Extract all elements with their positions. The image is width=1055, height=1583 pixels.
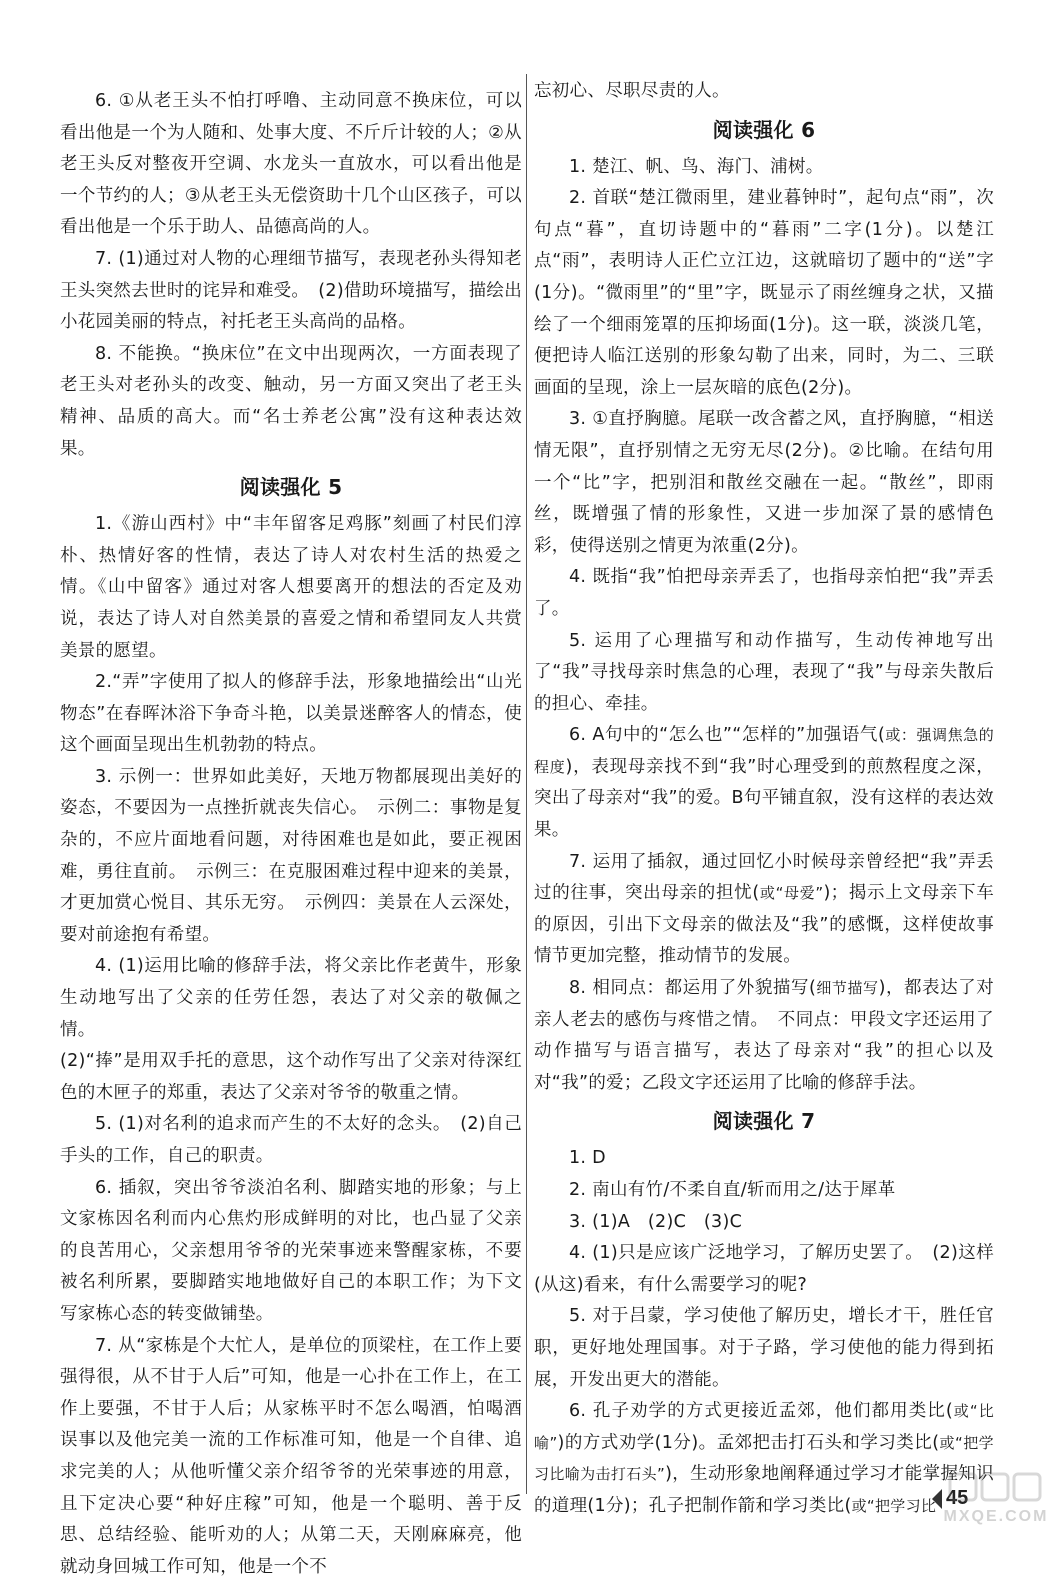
answer-5-4b: (2)“捧”是用双手托的意思，这个动作写出了父亲对待深红色的木匣子的郑重，表达了父亲对爷爷的敬重之情。 [60, 1051, 522, 1103]
answer-7-5: 5. 对于吕蒙，学习使他了解历史，增长才干，胜任官职，更好地处理国事。对于子路，学习使他的能力得到拓展，开发出更大的潜能。 [534, 1306, 994, 1390]
answer-6-7-part1: 7. 运用了插叙，通过回忆小时候母亲曾经把“我”弄丢过的往事，突出母亲的担忧( [534, 851, 994, 904]
answer-6-7-part2: )；揭示上文母亲下车的原因，引出下文母亲的做法及“我”的感慨，这样使故事情节更加完整，推动情节的发展。 [534, 883, 995, 967]
answer-6-8-part2: )，都表达了对亲人老去的感伤与疼惜之情。 不同点：甲段文字还运用了动作描写与语言描写，表达了母亲对“我”的担心以及对“我”的爱；乙段文字还运用了比喻的修辞手法。 [534, 978, 994, 1093]
answer-6-2: 2. 首联“楚江微雨里，建业暮钟时”，起句点“雨”，次句点“暮”，直切诗题中的“暮雨”二字(1分)。以楚江点“雨”，表明诗人正伫立江边，这就暗切了题中的“送”字(1分)。“微雨里”的“里”字，既显示了雨丝缠身之状，又描绘了一个细雨笼罩的压抑场面(1分)。这一联，淡淡几笔，便把诗人临江送别的形象勾勒了出来，同时，为二、三联画面的呈现，涂上一层灰暗的底色(2分)。 [534, 188, 994, 398]
answer-6-8-alt: 细节描写 [816, 979, 879, 998]
answer-7-2: 2. 南山有竹/不柔自直/斩而用之/达于犀革 [569, 1180, 896, 1200]
right-column [534, 76, 994, 1523]
answer-7-6-alt3: 或“把学习比 [851, 1496, 937, 1515]
answer-6-6-part1: 6. A句中的“怎么也”“怎样的”加强语气( [569, 725, 886, 746]
column-divider [526, 74, 527, 1494]
answer-7-4: 4. (1)只是应该广泛地学习，了解历史罢了。 (2)这样(从这)看来，有什么需要学习的呢? [534, 1243, 994, 1295]
answer-7-6-part3: )，生动形象地阐释通过学习才能掌握知识的道理(1分)；孔子把制作箭和学习类比( [534, 1464, 994, 1516]
answer-5-5: 5. (1)对名利的追求而产生的不太好的念头。 (2)自己手头的工作，自己的职责。 [60, 1114, 522, 1166]
answer-8-laowang: 8. 不能换。“换床位”在文中出现两次，一方面表现了老王头对老孙头的改变、触动，另一方面又突出了老王头精神、品质的高大。而“名士养老公寓”没有这种表达效果。 [60, 343, 522, 459]
watermark-text: MXQE.COM [943, 1508, 1049, 1525]
answer-6-1: 1. 楚江、帆、鸟、海门、浦树。 [569, 156, 824, 177]
answer-7-laowang: 7. (1)通过对人物的心理细节描写，表现老孙头得知老王头突然去世时的诧异和难受。 (2)借助环境描写，描绘出小花园美丽的特点，衬托老王头高尚的品格。 [60, 248, 522, 333]
answer-6-4: 4. 既指“我”怕把母亲弄丢了，也指母亲怕把“我”弄丢了。 [534, 567, 994, 619]
answer-7-6-alt2: 或“把学习比喻为击打石头” [534, 1433, 994, 1484]
answer-7-6-part2: )的方式劝学(1分)。孟郊把击打石头和学习类比( [557, 1432, 940, 1453]
answer-5-4a: 4. (1)运用比喻的修辞手法，将父亲比作老黄牛，形象生动地写出了父亲的任劳任怨，表达了对父亲的敬佩之情。 [60, 956, 522, 1040]
answer-6-laowang: 6. ①从老王头不怕打呼噜、主动同意不换床位，可以看出他是一个为人随和、处事大度、不斤斤计较的人；②从老王头反对整夜开空调、水龙头一直放水，可以看出他是一个节约的人；③从老王头无偿资助十几个山区孩子，可以看出他是一个乐于助人、品德高尚的人。 [60, 91, 522, 238]
watermark-logo [942, 1468, 1050, 1534]
answer-7-1: 1. D [569, 1148, 606, 1169]
answer-6-7 [534, 847, 994, 973]
answer-5-7: 7. 从“家栋是个大忙人，是单位的顶梁柱，在工作上要强得很，从不甘于人后”可知，他是一心扑在工作上，在工作上要强，不甘于人后；从家栋平时不怎么喝酒，怕喝酒误事以及他完美一流的工作标准可知，他是一个自律、追求完美的人；从他听懂父亲介绍爷爷的光荣事迹的用意，且下定决心要“种好庄稼”可知，他是一个聪明、善于反思、总结经验、能听劝的人；从第二天，天刚麻麻亮，他就动身回城工作可知，他是一个不 [60, 1335, 522, 1577]
answer-6-3: 3. ①直抒胸臆。尾联一改含蓄之风，直抒胸臆，“相送情无限”，直抒别情之无穷无尽(2分)。②比喻。在结句用一个“比”字，把别泪和散丝交融在一起。“散丝”，即雨丝，既增强了情的形象性，又进一步加深了景的感情色彩，使得送别之情更为浓重(2分)。 [534, 409, 994, 556]
section-heading-5: 阅读强化 5 [239, 475, 343, 500]
answer-6-6-part2: )，表现母亲找不到“我”时心理受到的煎熬程度之深，突出了母亲对“我”的爱。B句平铺直叙，没有这样的表达效果。 [534, 756, 994, 841]
continued-text: 忘初心、尽职尽责的人。 [534, 81, 730, 101]
watermark-shape-icon [942, 1468, 1050, 1508]
answer-7-6-part1: 6. 孔子劝学的方式更接近孟郊，他们都用类比( [569, 1401, 953, 1422]
answer-7-3: 3. (1)A (2)C (3)C [569, 1211, 743, 1232]
answer-5-1: 1.《游山西村》中“丰年留客足鸡豚”刻画了村民们淳朴、热情好客的性情，表达了诗人对农村生活的热爱之情。《山中留客》通过对客人想要离开的想法的否定及劝说，表达了诗人对自然美景的喜爱之情和希望同友人共赏美景的愿望。 [60, 514, 522, 661]
answer-6-8 [534, 973, 994, 1099]
answer-6-6 [534, 720, 994, 846]
answer-5-6: 6. 插叙，突出爷爷淡泊名利、脚踏实地的形象；与上文家栋因名利而内心焦灼形成鲜明的对比，也凸显了父亲的良苦用心，父亲想用爷爷的光荣事迹来警醒家栋，不要被名利所累，要脚踏实地地做好自己的本职工作；为下文写家栋心态的转变做铺垫。 [60, 1177, 522, 1324]
left-column [60, 86, 522, 1583]
answer-5-3: 3. 示例一：世界如此美好，天地万物都展现出美好的姿态，不要因为一点挫折就丧失信心。 示例二：事物是复杂的，不应片面地看问题，对待困难也是如此，要正视困难，勇往直前。 示例三：在克服困难过程中迎来的美景，才更加赏心悦目、其乐无穷。 示例四：美景在人云深处，要对前途抱有希望。 [60, 766, 522, 945]
answer-5-2: 2.“弄”字使用了拟人的修辞手法，形象地描绘出“山光物态”在春晖沐浴下争奇斗艳，以美景迷醉客人的情态，使这个画面呈现出生机勃勃的特点。 [60, 672, 522, 756]
answer-6-5: 5. 运用了心理描写和动作描写，生动传神地写出了“我”寻找母亲时焦急的心理，表现了“我”与母亲失散后的担心、牵挂。 [534, 630, 994, 714]
answer-7-6 [534, 1396, 994, 1522]
answer-6-7-alt: 或“母爱” [759, 884, 824, 903]
answer-7-6-alt1: 或“比喻” [534, 1402, 994, 1452]
answer-6-8-part1: 8. 相同点：都运用了外貌描写( [569, 978, 817, 999]
section-heading-7: 阅读强化 7 [712, 1109, 816, 1134]
section-heading-6: 阅读强化 6 [712, 117, 816, 142]
answer-6-6-alt: 或：强调焦急的程度 [534, 726, 995, 776]
page-number-text: 45 [946, 1487, 969, 1509]
page-arrow-icon [932, 1489, 942, 1509]
